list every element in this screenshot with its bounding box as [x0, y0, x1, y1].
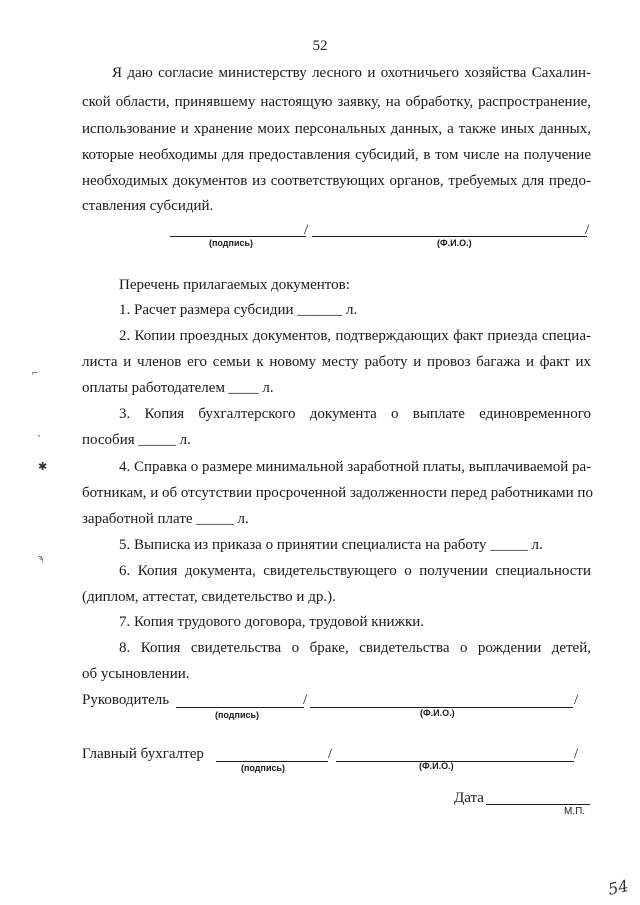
doc-item-7: 7. Копия трудового договора, трудовой книжки. [119, 614, 425, 630]
consent-signature-label: (подпись) [209, 238, 254, 248]
doc-item-1: 1. Расчет размера субсидии ______ л. [119, 302, 358, 318]
head-slash-end: / [574, 692, 579, 708]
margin-dot: • [38, 434, 41, 440]
consent-line-3: использование и хранение моих персональных данных, а также иных данных, [82, 121, 591, 137]
chief-slash: / [328, 746, 333, 762]
doc-item-4-line-3: заработной плате _____ л. [82, 511, 249, 527]
chief-accountant-label: Главный бухгалтер [82, 746, 204, 762]
doc-item-2-line-3: оплаты работодателем ____ л. [82, 380, 274, 396]
page-number: 52 [312, 38, 328, 54]
margin-mark: ϡ [38, 553, 43, 563]
consent-slash: / [304, 222, 309, 238]
margin-mark: ⌐ [32, 367, 39, 379]
documents-heading: Перечень прилагаемых документов: [119, 277, 350, 293]
head-fio-label: (Ф.И.О.) [420, 708, 455, 718]
chief-fio-line [336, 761, 574, 762]
chief-slash-end: / [574, 746, 579, 762]
consent-signature-line [170, 236, 306, 237]
head-signature-label: (подпись) [215, 710, 260, 720]
doc-item-4-line-1: 4. Справка о размере минимальной заработной платы, выплачиваемой ра- [119, 459, 592, 475]
date-label: Дата [454, 790, 484, 806]
consent-line-2: ской области, принявшему настоящую заявку, на обработку, распространение, [82, 94, 591, 110]
head-label: Руководитель [82, 692, 170, 708]
doc-item-6-line-1: 6. Копия документа, свидетельствующего о получении специальности [119, 563, 591, 579]
consent-line-6: ставления субсидий. [82, 198, 214, 214]
doc-item-8-line-2: об усыновлении. [82, 666, 190, 682]
handwritten-page-number: 54 [606, 876, 631, 899]
date-line [486, 804, 590, 805]
doc-item-3-line-1: 3. Копия бухгалтерского документа о выплате единовременного [119, 406, 591, 422]
consent-line-5: необходимых документов из соответствующих органов, требуемых для предо- [82, 173, 591, 189]
consent-fio-label: (Ф.И.О.) [437, 238, 472, 248]
chief-signature-label: (подпись) [241, 763, 286, 773]
consent-line-4: которые необходимы для предоставления субсидий, в том числе на получение [82, 147, 591, 163]
doc-item-8-line-1: 8. Копия свидетельства о браке, свидетельства о рождении детей, [119, 640, 591, 656]
consent-fio-line [312, 236, 587, 237]
consent-slash-end: / [585, 222, 590, 238]
doc-item-4-line-2: ботникам, и об отсутствии просроченной задолженности перед работниками по [82, 485, 593, 501]
chief-fio-label: (Ф.И.О.) [419, 761, 454, 771]
head-signature-line [176, 707, 304, 708]
doc-item-2-line-1: 2. Копии проездных документов, подтверждающих факт приезда специа- [119, 328, 591, 344]
doc-item-3-line-2: пособия _____ л. [82, 432, 191, 448]
stamp-label: М.П. [564, 806, 586, 817]
consent-line-1: Я даю согласие министерству лесного и охотничьего хозяйства Сахалин- [112, 65, 591, 81]
doc-item-6-line-2: (диплом, аттестат, свидетельство и др.). [82, 589, 336, 605]
head-slash: / [303, 692, 308, 708]
chief-signature-line [216, 761, 328, 762]
doc-item-5: 5. Выписка из приказа о принятии специалиста на работу _____ л. [119, 537, 543, 553]
margin-mark: ✱ [38, 461, 48, 473]
doc-item-2-line-2: листа и членов его семьи к новому месту работу и провоз багажа и факт их [82, 354, 591, 370]
